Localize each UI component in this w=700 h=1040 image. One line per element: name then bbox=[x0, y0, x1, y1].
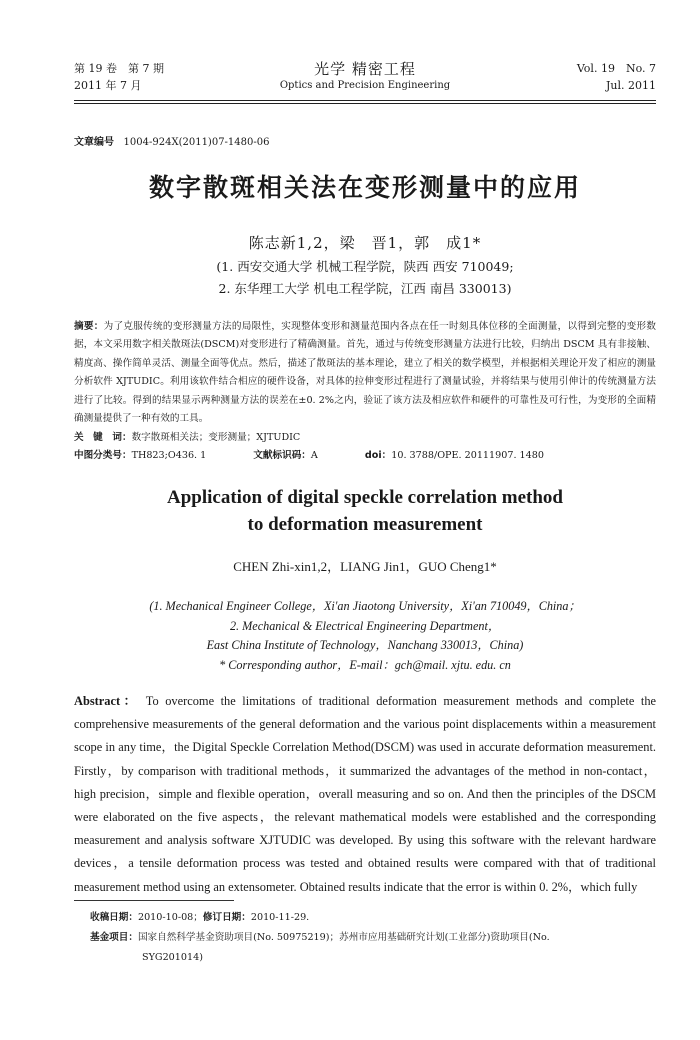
keywords-cn-text: 数字散斑相关法；变形测量；XJTUDIC bbox=[131, 432, 301, 443]
classification-line bbox=[74, 447, 656, 465]
fund-label: 基金项目： bbox=[90, 932, 138, 943]
title-en bbox=[74, 484, 656, 538]
received-label: 收稿日期： bbox=[90, 912, 138, 923]
abstract-cn-label: 摘要： bbox=[74, 321, 104, 332]
doi-value[interactable]: 10. 3788/OPE. 20111907. 1480 bbox=[391, 450, 544, 461]
clc-value: TH823;O436. 1 bbox=[131, 450, 207, 461]
fund-text: 国家自然科学基金资助项目(No. 50975219)；苏州市应用基础研究计划(工业部分)资助项目(No. bbox=[137, 932, 550, 943]
fund-text-cont: SYG201014) bbox=[142, 952, 203, 963]
abstract-cn bbox=[74, 318, 656, 428]
affiliations-en bbox=[74, 597, 656, 675]
header-right bbox=[577, 60, 656, 94]
journal-name-cn: 光学 精密工程 bbox=[314, 60, 416, 78]
abstract-en bbox=[74, 690, 656, 899]
abstract-en-text: To overcome the limitations of traditional deformation measurement methods and complete the comprehensive measurements of the general deformation and the various point displacements within a measurement scope in any time，the Digital Speckle Correlation Method(DSCM) was used in accurate deformation measurement. Firstly，by comparison with traditional methods，it summarized the advantages of the method in non-contact，high precision，simple and flexible operation，overall measuring and so on. And then the principles of the DSCM were elaborated on the five aspects，the relevant mathematical models were established and the corresponding measurement and analysis software XJTUDIC was developed. By using this software with the relevant hardware devices，a tensile deformation process was tested and obtained results were compared with that of traditional measurement method using an extensometer. Obtained results indicate that the error is within 0. 2%，which fully bbox=[74, 694, 657, 894]
revised-label: 修订日期： bbox=[202, 912, 251, 923]
title-cn: 数字散斑相关法在变形测量中的应用 bbox=[148, 173, 581, 202]
doi-label: doi： bbox=[364, 450, 392, 461]
affiliation-en-2: 2. Mechanical & Electrical Engineering Department， bbox=[229, 618, 501, 633]
header-rule-thick bbox=[74, 100, 656, 101]
affiliation-cn-1: (1. 西安交通大学 机械工程学院，陕西 西安 710049; bbox=[216, 259, 514, 274]
received-date: 2010-10-08； bbox=[137, 912, 203, 923]
affiliation-en-1: (1. Mechanical Engineer College，Xi'an Jiaotong University，Xi'an 710049，China； bbox=[149, 599, 581, 613]
affiliation-en-3: East China Institute of Technology，Nanchang 330013，China) bbox=[206, 638, 524, 652]
corresponding-author[interactable]: * Corresponding author，E-mail：gch@mail. xjtu. edu. cn bbox=[219, 657, 511, 672]
volume-en: Vol. 19 No. 7 bbox=[576, 62, 656, 75]
footnote bbox=[90, 908, 656, 968]
footnote-fund bbox=[90, 928, 656, 948]
doccode-value: A bbox=[310, 450, 318, 461]
doccode-label: 文献标识码： bbox=[253, 450, 311, 461]
keywords-cn-label: 关 键 词： bbox=[74, 432, 132, 443]
volume-cn: 第 19 卷 第 7 期 bbox=[74, 62, 164, 75]
article-number bbox=[74, 133, 270, 148]
affiliations-cn bbox=[74, 256, 656, 300]
clc-label: 中图分类号： bbox=[74, 450, 132, 461]
date-cn: 2011 年 7 月 bbox=[74, 79, 142, 92]
date-en: Jul. 2011 bbox=[606, 79, 656, 92]
affiliation-cn-2: 2. 东华理工大学 机电工程学院，江西 南昌 330013) bbox=[218, 281, 512, 296]
authors-en: CHEN Zhi-xin1,2，LIANG Jin1，GUO Cheng1* bbox=[233, 559, 497, 574]
footnote-rule bbox=[74, 900, 234, 901]
journal-name-en: Optics and Precision Engineering bbox=[279, 80, 451, 91]
article-number-label: 文章编号 bbox=[74, 137, 114, 148]
header-center bbox=[74, 60, 656, 93]
keywords-cn bbox=[74, 429, 656, 447]
title-en-line-1: Application of digital speckle correlation method bbox=[167, 487, 563, 508]
article-number-value: 1004-924X(2011)07-1480-06 bbox=[123, 137, 270, 148]
footnote-dates bbox=[90, 908, 656, 928]
title-en-line-2: to deformation measurement bbox=[247, 514, 483, 535]
abstract-cn-text: 为了克服传统的变形测量方法的局限性，实现整体变形和测量范围内各点在任一时刻具体位移的全面测量，以得到完整的变形数据，本文采用数字相关散斑法(DSCM)对变形进行了精确测量。首先，通过与传统变形测量方法进行比较，归纳出 DSCM 具有非接触、精度高、操作简单灵活、测量全面等优点。然后，描述了散斑法的基本理论，建立了相关的数学模型，并根据相关理论开发了相应的测量分析软件 XJTUDIC。利用该软件结合相应的硬件设备，对具体的拉伸变形过程进行了测量试验，并将结果与使用引伸计的传统测量方法进行了比较。得到的结果显示两种测量方法的误差在±0. 2%之内，验证了该方法及相应软件和硬件的可靠性及可行性，为变形的全面精确测量提供了一种有效的工具。 bbox=[74, 321, 657, 425]
revised-date: 2010-11-29. bbox=[250, 912, 310, 923]
header-rule-thin bbox=[74, 103, 656, 104]
running-header bbox=[74, 60, 656, 100]
authors-cn: 陈志新1,2，梁 晋1，郭 成1* bbox=[248, 234, 482, 252]
abstract-en-label: Abstract： bbox=[74, 694, 140, 708]
